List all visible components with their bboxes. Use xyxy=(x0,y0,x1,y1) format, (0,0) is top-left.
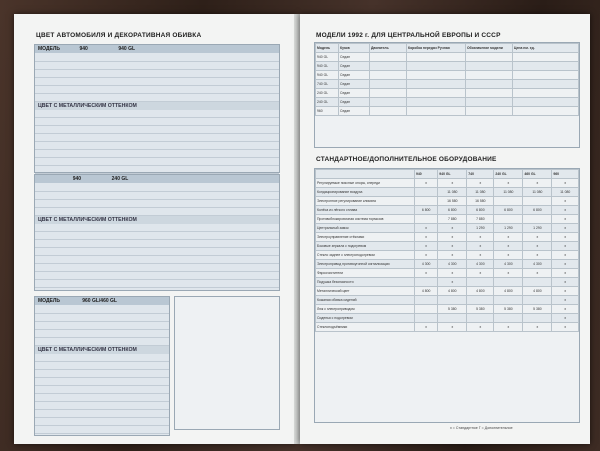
equipment-value: х xyxy=(438,251,467,260)
equipment-value xyxy=(415,188,438,197)
equipment-name: Подушка безопасности xyxy=(316,278,415,287)
equipment-value xyxy=(494,314,523,323)
equipment-value: х xyxy=(552,179,579,188)
equipment-value: 11 080 xyxy=(438,188,467,197)
table-row xyxy=(316,305,579,314)
table-row: 940 GL Седан xyxy=(316,53,579,62)
equipment-value: 11 080 xyxy=(467,188,494,197)
equipment-value: х xyxy=(467,269,494,278)
equipment-value: х xyxy=(552,323,579,332)
table-row: 940 GL Седан xyxy=(316,62,579,71)
table-row: 960 Седан xyxy=(316,107,579,116)
equipment-value: х xyxy=(523,242,552,251)
equipment-name: Кондиционирование воздуха xyxy=(316,188,415,197)
table-row xyxy=(316,233,579,242)
equipment-value: х xyxy=(494,323,523,332)
equipment-value: х xyxy=(438,179,467,188)
table-row xyxy=(316,251,579,260)
equipment-value: х xyxy=(415,224,438,233)
color-block-1 xyxy=(34,44,280,173)
equipment-value: 4 300 xyxy=(415,260,438,269)
equipment-name: Металлический цвет xyxy=(316,287,415,296)
equipment-value xyxy=(494,215,523,224)
equipment-value xyxy=(415,197,438,206)
color-block-2 xyxy=(34,174,280,291)
equipment-name: Противоблокировочная система тормозов xyxy=(316,215,415,224)
equipment-value: х xyxy=(494,251,523,260)
equipment-name: Фароочистители xyxy=(316,269,415,278)
table-row xyxy=(316,215,579,224)
equipment-value xyxy=(523,314,552,323)
equipment-value: 5 380 xyxy=(523,305,552,314)
equipment-value xyxy=(415,278,438,287)
equipment-value xyxy=(415,305,438,314)
equipment-value xyxy=(467,296,494,305)
block1-metallic: ЦВЕТ С МЕТАЛЛИЧЕСКИМ ОТТЕНКОМ xyxy=(35,102,279,110)
equipment-value: х xyxy=(552,260,579,269)
table-row xyxy=(316,224,579,233)
equipment-value: 1 290 xyxy=(467,224,494,233)
equipment-name: Люк с электроприводом xyxy=(316,305,415,314)
equipment-value: х xyxy=(552,242,579,251)
equipment-value: х xyxy=(552,305,579,314)
left-title: ЦВЕТ АВТОМОБИЛЯ И ДЕКОРАТИВНАЯ ОБИВКА xyxy=(36,32,202,39)
table-row: 940 GL Седан xyxy=(316,71,579,80)
equipment-value: х xyxy=(552,251,579,260)
equipment-value: 6 800 xyxy=(467,206,494,215)
models-table xyxy=(314,42,580,148)
equipment-value: х xyxy=(415,233,438,242)
equipment-value: х xyxy=(467,179,494,188)
equipment-value: 7 880 xyxy=(467,215,494,224)
equipment-value: 4 800 xyxy=(467,287,494,296)
equipment-value: 4 800 xyxy=(523,287,552,296)
table-row xyxy=(316,260,579,269)
equipment-value: х xyxy=(523,179,552,188)
equipment-title: СТАНДАРТНОЕ/ДОПОЛНИТЕЛЬНОЕ ОБОРУДОВАНИЕ xyxy=(316,156,497,163)
equipment-value: х xyxy=(552,278,579,287)
block3-header: МОДЕЛЬ 960 GL/460 GL xyxy=(35,297,169,305)
equipment-value: х xyxy=(552,296,579,305)
equipment-name: Кожаная обивка сидений xyxy=(316,296,415,305)
equipment-value xyxy=(415,215,438,224)
equipment-value: х xyxy=(467,323,494,332)
equipment-value: х xyxy=(438,233,467,242)
equipment-value: х xyxy=(415,242,438,251)
equipment-value: х xyxy=(523,233,552,242)
equipment-value: х xyxy=(523,269,552,278)
models-grid: Модель Кузов Двигатель Коробка передач Ручная Обозначение модели Цена нм. ед. 940 GL Седан 940 GL Седан 940 GL Седан 740 GL Седан 240 GL Седан 240 GL Седан 960 Седан xyxy=(315,43,579,116)
table-row xyxy=(316,197,579,206)
equipment-value xyxy=(523,296,552,305)
equipment-name: Центральный замок xyxy=(316,224,415,233)
equipment-value: 1 290 xyxy=(494,224,523,233)
equipment-name: Электронное регулирование климата xyxy=(316,197,415,206)
table-row xyxy=(316,278,579,287)
equipment-value: х xyxy=(494,242,523,251)
equipment-value: х xyxy=(415,251,438,260)
block1-rows xyxy=(35,54,279,174)
equipment-name: Боковые зеркала с подогревом xyxy=(316,242,415,251)
equipment-value: 4 300 xyxy=(438,260,467,269)
equipment-value: 7 880 xyxy=(438,215,467,224)
equipment-value: х xyxy=(523,323,552,332)
equipment-value xyxy=(523,278,552,287)
equipment-value: 4 800 xyxy=(438,287,467,296)
equipment-value: 6 800 xyxy=(438,206,467,215)
right-title: МОДЕЛИ 1992 г. ДЛЯ ЦЕНТРАЛЬНОЙ ЕВРОПЫ И СССР xyxy=(316,32,501,39)
equipment-name: Электроуправление стёклами xyxy=(316,233,415,242)
equipment-value: х xyxy=(523,251,552,260)
table-row: 240 GL Седан xyxy=(316,89,579,98)
block1-header: МОДЕЛЬ 940 940 GL xyxy=(35,45,279,53)
equipment-value: х xyxy=(552,233,579,242)
block2-rows xyxy=(35,184,279,288)
equipment-value: х xyxy=(552,197,579,206)
equipment-value: х xyxy=(494,179,523,188)
equipment-value: 4 300 xyxy=(523,260,552,269)
equipment-value xyxy=(494,197,523,206)
table-row: 240 GL Седан xyxy=(316,98,579,107)
block2-metallic: ЦВЕТ С МЕТАЛЛИЧЕСКИМ ОТТЕНКОМ xyxy=(35,216,279,224)
equipment-value xyxy=(467,278,494,287)
equipment-value: 6 800 xyxy=(415,206,438,215)
block2-header: 940 240 GL xyxy=(35,175,279,183)
equipment-value: 5 380 xyxy=(494,305,523,314)
equipment-value xyxy=(523,197,552,206)
equipment-name: Электропривод противоугонной сигнализации xyxy=(316,260,415,269)
equipment-grid: 940 940 GL 740 240 GL 460 GL 960 Регулируемые поясные опоры, спереди х х х х х х Кондиционирование воздуха 11 080 11 080 11 080 11 080 11 080 Электронное регулирование климата 16 580 16 580 х Колёса из лёгкого сплава 6 800 6 800 6 800 6 800 6 800 х Противоблокировочная система тормозов 7 880 7 880 х Центральный замок х х 1 290 1 290 1 290 х Электроуправление стёклами х х х х х х Боковые зеркала с подогревом х х х х х х Стекло заднее с электроподогревом х х х х х х Электропривод противоугонной сигнализации 4 300 4 300 4 300 4 300 4 300 х Фароочистители х х х х х х Подушка безопасности х х Металлический цвет 4 800 4 800 4 800 4 800 4 800 х Кожаная обивка сидений х Люк с электроприводом 5 380 5 380 5 380 5 380 х Сиденья с подогревом х Стеклоподъёмники х х х х х х xyxy=(315,169,579,332)
equipment-name: Сиденья с подогревом xyxy=(316,314,415,323)
equipment-value: х xyxy=(494,269,523,278)
table-row xyxy=(316,323,579,332)
equipment-value: 5 380 xyxy=(438,305,467,314)
equipment-name: Стекло заднее с электроподогревом xyxy=(316,251,415,260)
table-row xyxy=(316,242,579,251)
equipment-value: 11 080 xyxy=(552,188,579,197)
table-row xyxy=(316,269,579,278)
color-block-3 xyxy=(34,296,170,436)
equipment-value: 6 800 xyxy=(494,206,523,215)
equipment-value: х xyxy=(438,323,467,332)
equipment-value: 4 300 xyxy=(494,260,523,269)
equipment-value: 5 380 xyxy=(467,305,494,314)
legend: х = Стандартное Г = Дополнительное xyxy=(450,426,513,430)
equipment-value: 4 300 xyxy=(467,260,494,269)
equipment-value: х xyxy=(438,242,467,251)
equipment-name: Колёса из лёгкого сплава xyxy=(316,206,415,215)
equipment-value: 4 800 xyxy=(415,287,438,296)
equipment-value: х xyxy=(552,269,579,278)
equipment-value xyxy=(494,278,523,287)
equipment-value: 11 080 xyxy=(523,188,552,197)
equipment-value: х xyxy=(467,242,494,251)
equipment-value: 1 290 xyxy=(523,224,552,233)
equipment-value: х xyxy=(415,179,438,188)
equipment-value xyxy=(415,296,438,305)
equipment-value xyxy=(494,296,523,305)
equipment-name: Стеклоподъёмники xyxy=(316,323,415,332)
equipment-value: х xyxy=(438,278,467,287)
table-row xyxy=(316,314,579,323)
table-row xyxy=(316,188,579,197)
equipment-value: х xyxy=(438,224,467,233)
table-row xyxy=(316,206,579,215)
equipment-value: 11 080 xyxy=(494,188,523,197)
equipment-value: 16 580 xyxy=(438,197,467,206)
table-row: 740 GL Седан xyxy=(316,80,579,89)
equipment-value: х xyxy=(467,233,494,242)
right-page xyxy=(300,14,590,444)
notes-box xyxy=(174,296,280,430)
block3-metallic: ЦВЕТ С МЕТАЛЛИЧЕСКИМ ОТТЕНКОМ xyxy=(35,346,169,354)
equipment-value xyxy=(438,314,467,323)
equipment-value: х xyxy=(494,233,523,242)
equipment-value: 4 800 xyxy=(494,287,523,296)
equipment-value: х xyxy=(552,215,579,224)
left-page xyxy=(14,14,296,444)
table-row xyxy=(316,287,579,296)
equipment-value: х xyxy=(552,287,579,296)
equipment-value: х xyxy=(552,206,579,215)
equipment-value: х xyxy=(552,224,579,233)
equipment-value: х xyxy=(467,251,494,260)
table-row xyxy=(316,296,579,305)
equipment-value xyxy=(438,296,467,305)
equipment-value xyxy=(523,215,552,224)
equipment-value: 6 800 xyxy=(523,206,552,215)
equipment-value: 16 580 xyxy=(467,197,494,206)
equipment-value xyxy=(415,314,438,323)
equipment-value: х xyxy=(415,269,438,278)
equipment-table xyxy=(314,168,580,423)
table-row xyxy=(316,179,579,188)
equipment-value xyxy=(467,314,494,323)
equipment-name: Регулируемые поясные опоры, спереди xyxy=(316,179,415,188)
equipment-value: х xyxy=(552,314,579,323)
equipment-value: х xyxy=(438,269,467,278)
block3-rows xyxy=(35,306,169,434)
equipment-value: х xyxy=(415,323,438,332)
